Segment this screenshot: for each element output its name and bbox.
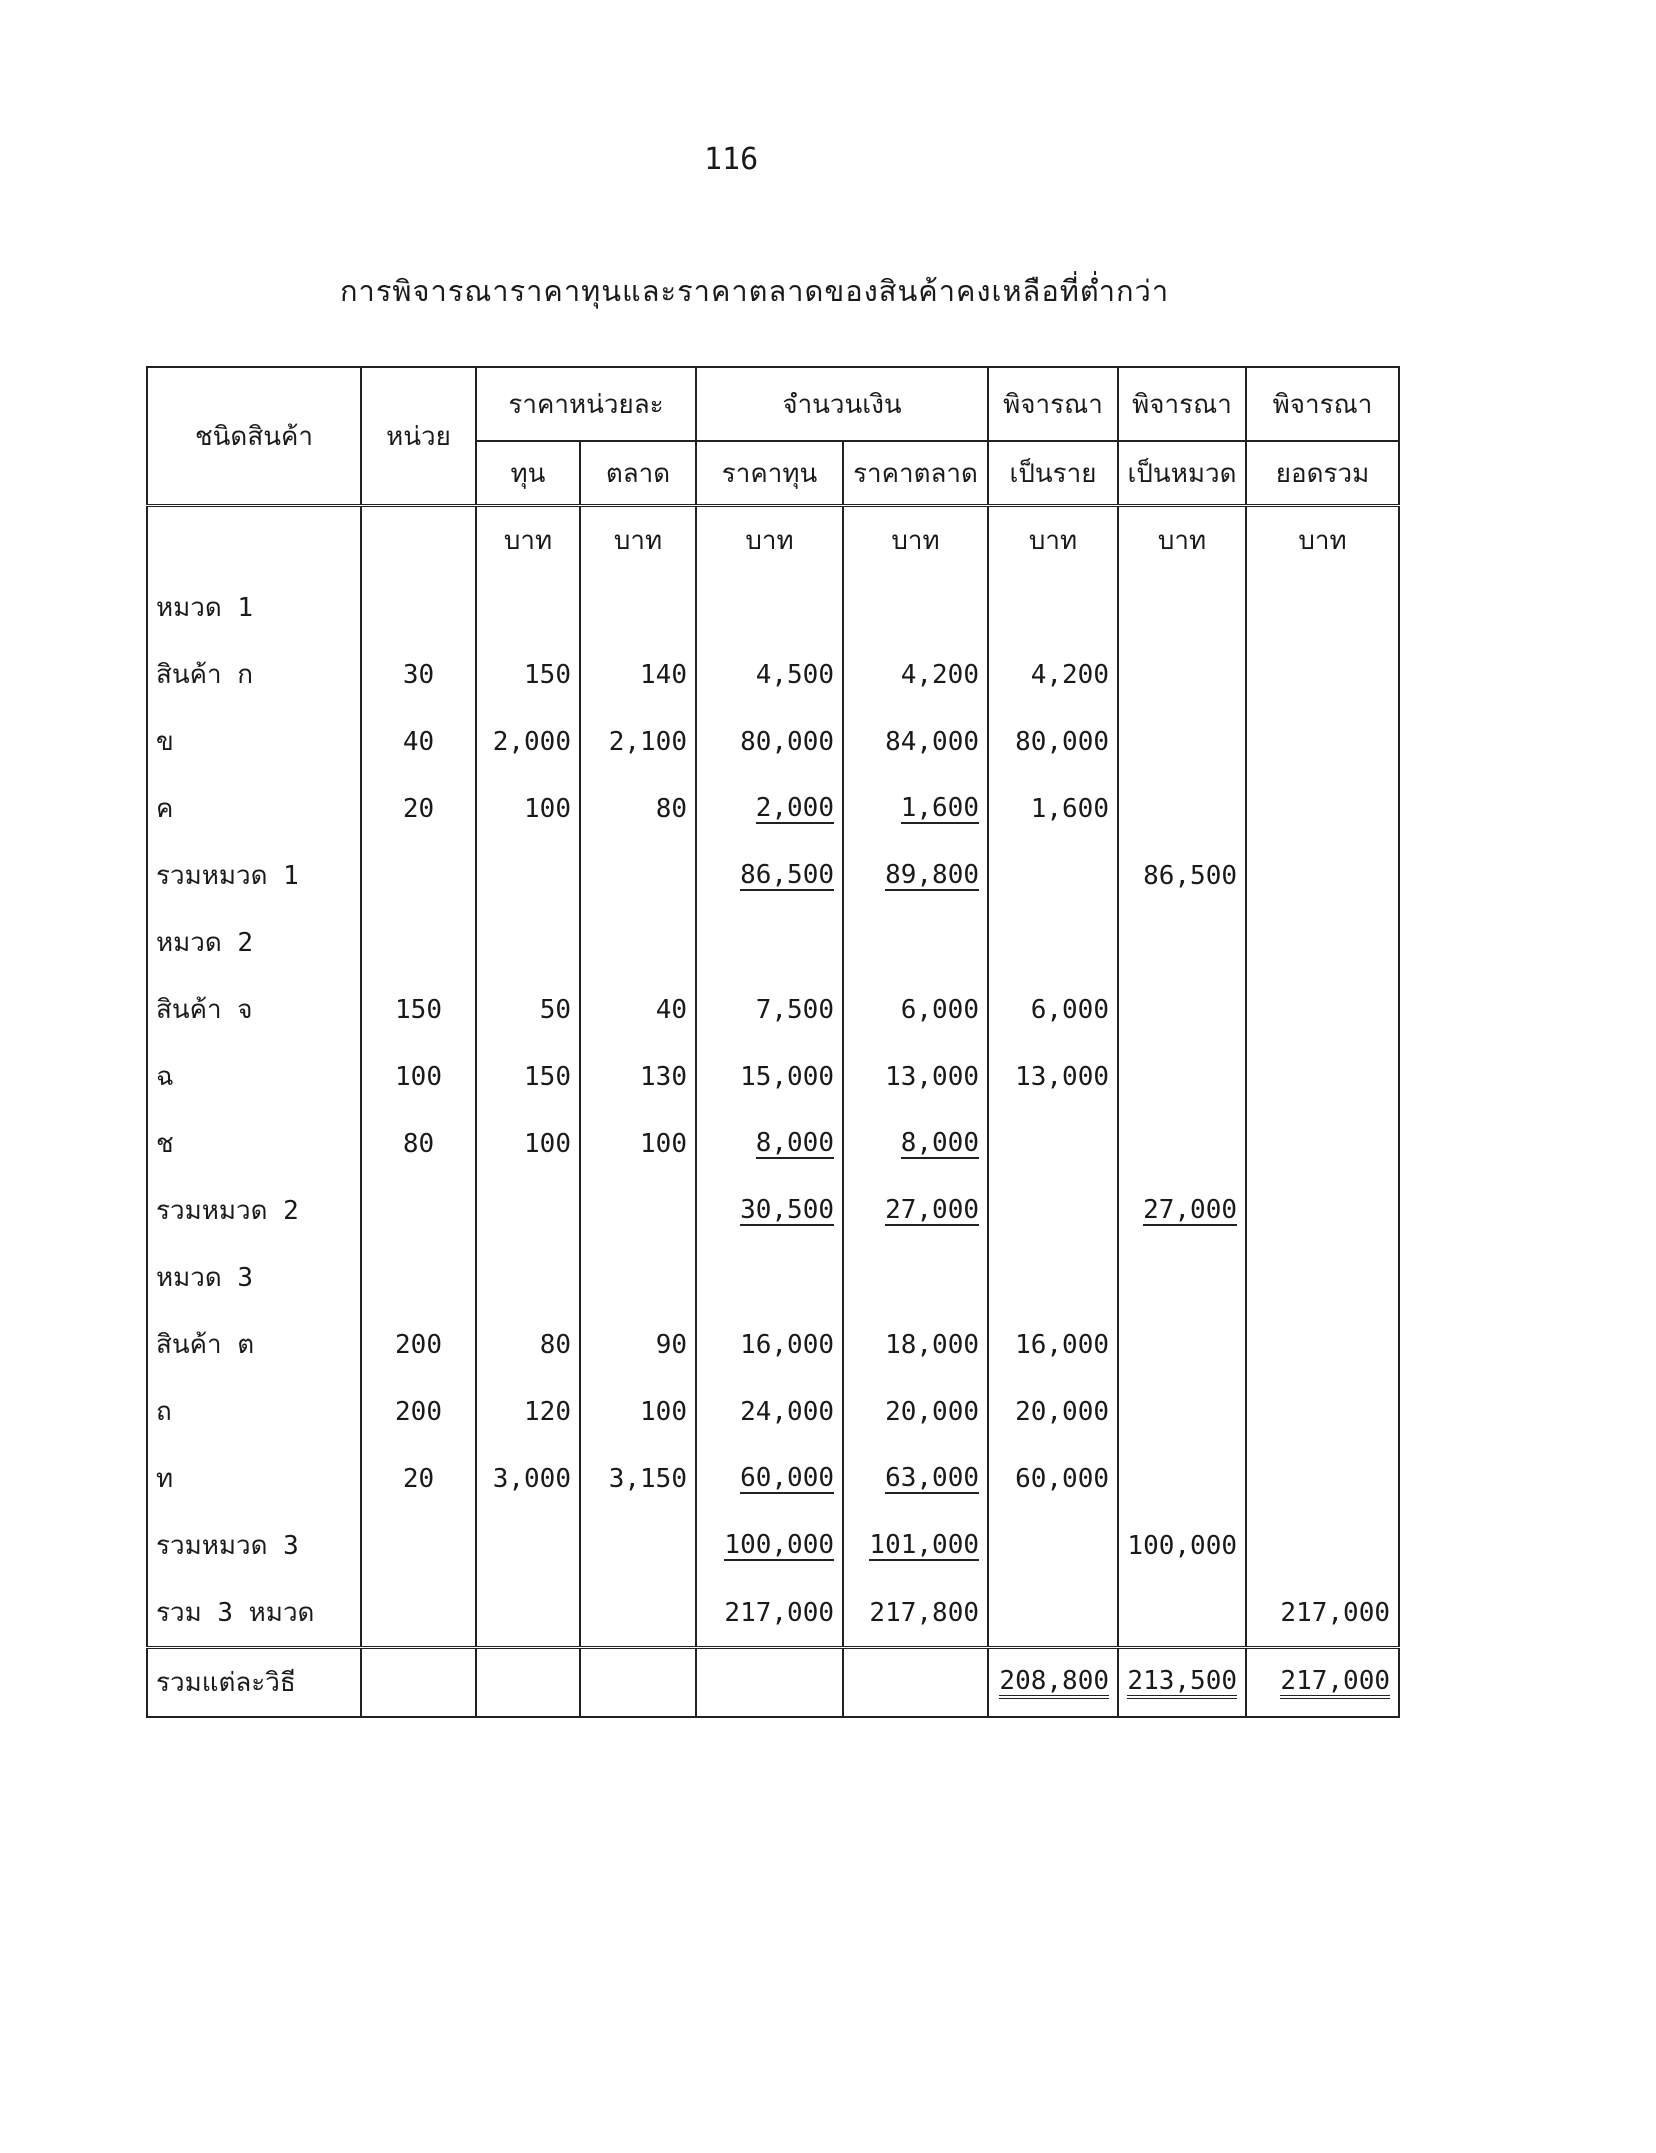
empty-cell: [580, 1648, 696, 1718]
empty-cell: [843, 909, 988, 976]
empty-cell: [1246, 909, 1399, 976]
cell-label: รวมหมวด 3: [156, 1531, 299, 1561]
header-item: ชนิดสินค้า: [147, 367, 361, 506]
cell-amt-cost: 86,500: [740, 859, 834, 890]
cell-amt-market: 27,000: [885, 1194, 979, 1225]
empty-cell: [988, 1177, 1118, 1244]
cell-label: รวมหมวด 2: [156, 1196, 299, 1226]
table-title: การพิจารณาราคาทุนและราคาตลาดของสินค้าคงเหลือที่ต่ำกว่า: [340, 274, 1170, 308]
cell-label: ข: [156, 727, 174, 757]
empty-cell: [1118, 1311, 1246, 1378]
empty-cell: [361, 842, 476, 909]
currency-label: บาท: [988, 506, 1118, 575]
cell-market: 100: [640, 1396, 687, 1427]
cell-label: รวม 3 หมวด: [156, 1598, 315, 1628]
cell-amt-market: 8,000: [900, 1127, 979, 1158]
cell-by-item: 4,200: [1030, 659, 1109, 690]
cell-by-group: 86,500: [1143, 860, 1237, 891]
currency-label: บาท: [843, 506, 988, 575]
cell-amt-market: 63,000: [885, 1462, 979, 1493]
empty-cell: [988, 574, 1118, 641]
cell-by-total: 217,000: [1280, 1597, 1390, 1628]
cell-amt-market: 217,800: [869, 1597, 979, 1628]
cell-amt-cost: 100,000: [724, 1529, 834, 1560]
cell-market: 80: [655, 793, 687, 824]
cell-units: 80: [402, 1128, 435, 1159]
empty-cell: [361, 1244, 476, 1311]
table-header: [147, 367, 1399, 506]
empty-cell: [361, 1579, 476, 1648]
empty-cell: [843, 1244, 988, 1311]
cell-label: ค: [156, 794, 174, 824]
cell-amt-market: 18,000: [885, 1329, 979, 1360]
header-by-group: พิจารณา: [1118, 367, 1246, 441]
header-amount: จำนวนเงิน: [696, 367, 988, 441]
cell-label: หมวด 3: [156, 1263, 254, 1293]
empty-cell: [1246, 1311, 1399, 1378]
empty-cell: [1118, 708, 1246, 775]
table-row: [147, 708, 1399, 775]
cell-by-item: 20,000: [1015, 1396, 1109, 1427]
cell-by-item: 16,000: [1015, 1329, 1109, 1360]
empty-cell: [476, 909, 580, 976]
cell-cost: 2,000: [492, 726, 571, 757]
cell-amt-cost: 30,500: [740, 1194, 834, 1225]
empty-cell: [361, 1512, 476, 1579]
empty-cell: [580, 574, 696, 641]
header-by-group-sub: เป็นหมวด: [1118, 441, 1246, 506]
currency-row: [147, 506, 1399, 575]
empty-cell: [1118, 1579, 1246, 1648]
cell-market: 2,100: [608, 726, 687, 757]
cell-label: ช: [156, 1129, 174, 1159]
cell-amt-cost: 16,000: [740, 1329, 834, 1360]
cell-amt-market: 1,600: [900, 792, 979, 823]
empty-cell: [1246, 1177, 1399, 1244]
cell-amt-cost: 217,000: [724, 1597, 834, 1628]
empty-cell: [696, 1244, 843, 1311]
cell-market: 90: [655, 1329, 687, 1360]
table-row: [147, 1177, 1399, 1244]
cell-units: 200: [395, 1329, 442, 1360]
header-by-item-sub: เป็นราย: [988, 441, 1118, 506]
cell-cost: 80: [539, 1329, 571, 1360]
cell-amt-cost: 7,500: [755, 994, 834, 1025]
cell-label: รวมหมวด 1: [156, 861, 299, 891]
empty-cell: [988, 1244, 1118, 1311]
cell-amt-market: 89,800: [885, 859, 979, 890]
cell-cost: 150: [524, 1061, 571, 1092]
empty-cell: [1246, 1244, 1399, 1311]
cell-cost: 120: [524, 1396, 571, 1427]
cell-amt-cost: 8,000: [755, 1127, 834, 1158]
cell-units: 30: [402, 659, 435, 690]
cell-by-item: 6,000: [1030, 994, 1109, 1025]
table-row: [147, 1311, 1399, 1378]
cell-cost: 50: [539, 994, 571, 1025]
cell-cost: 100: [524, 793, 571, 824]
table-row: [147, 1512, 1399, 1579]
empty-cell: [1118, 574, 1246, 641]
empty-cell: [1118, 1445, 1246, 1512]
cell-amt-market: 101,000: [869, 1529, 979, 1560]
table-row: [147, 842, 1399, 909]
empty-cell: [843, 1648, 988, 1718]
cell-market: 3,150: [608, 1463, 687, 1494]
empty-cell: [580, 1512, 696, 1579]
cell-amt-cost: 15,000: [740, 1061, 834, 1092]
empty-cell: [1118, 976, 1246, 1043]
cell-market: 100: [640, 1128, 687, 1159]
cell-units: 150: [395, 994, 442, 1025]
cell-amt-market: 13,000: [885, 1061, 979, 1092]
empty-cell: [476, 1579, 580, 1648]
empty-cell: [361, 909, 476, 976]
empty-cell: [476, 1177, 580, 1244]
currency-label: บาท: [696, 506, 843, 575]
header-units: หน่วย: [361, 367, 476, 506]
cell-label: ถ: [156, 1397, 172, 1427]
empty-cell: [1246, 1445, 1399, 1512]
table-row: [147, 775, 1399, 842]
cell-amt-cost: 24,000: [740, 1396, 834, 1427]
empty-cell: [476, 574, 580, 641]
empty-cell: [1246, 708, 1399, 775]
empty-cell: [1246, 574, 1399, 641]
empty-cell: [988, 909, 1118, 976]
table-row: [147, 1043, 1399, 1110]
empty-cell: [988, 1110, 1118, 1177]
empty-cell: [1246, 842, 1399, 909]
empty-cell: [696, 909, 843, 976]
empty-cell: [476, 1244, 580, 1311]
cell-cost: 150: [524, 659, 571, 690]
inventory-valuation-table: [146, 366, 1400, 1718]
cell-label: หมวด 2: [156, 928, 254, 958]
empty-cell: [988, 1512, 1118, 1579]
cell-amt-cost: 2,000: [755, 792, 834, 823]
empty-cell: [696, 574, 843, 641]
empty-cell: [1246, 976, 1399, 1043]
empty-cell: [476, 1512, 580, 1579]
currency-label: บาท: [580, 506, 696, 575]
cell-units: 20: [402, 793, 435, 824]
empty-cell: [843, 574, 988, 641]
cell-label: หมวด 1: [156, 593, 254, 623]
empty-cell: [580, 1244, 696, 1311]
empty-cell: [361, 574, 476, 641]
cell-cost: 100: [524, 1128, 571, 1159]
empty-cell: [361, 1177, 476, 1244]
empty-cell: [1118, 1110, 1246, 1177]
empty-cell: [1118, 775, 1246, 842]
empty-cell: [1246, 775, 1399, 842]
empty-cell: [1118, 1244, 1246, 1311]
empty-cell: [1246, 641, 1399, 708]
header-amount-cost: ราคาทุน: [696, 441, 843, 506]
header-by-total: พิจารณา: [1246, 367, 1399, 441]
empty-cell: [1118, 1378, 1246, 1445]
cell-amt-cost: 80,000: [740, 726, 834, 757]
cell-by-total: 217,000: [1280, 1667, 1390, 1700]
table-row: [147, 1378, 1399, 1445]
currency-label: บาท: [1246, 506, 1399, 575]
empty-cell: [1118, 1043, 1246, 1110]
empty-cell: [696, 1648, 843, 1718]
table-row: [147, 1579, 1399, 1648]
cell-by-group: 100,000: [1127, 1530, 1237, 1561]
cell-amt-cost: 4,500: [755, 659, 834, 690]
cell-cost: 3,000: [492, 1463, 571, 1494]
header-amount-market: ราคาตลาด: [843, 441, 988, 506]
empty-cell: [361, 1648, 476, 1718]
page-number: 116: [704, 142, 759, 177]
header-unit-price: ราคาหน่วยละ: [476, 367, 696, 441]
header-unit-market: ตลาด: [580, 441, 696, 506]
table-body: [147, 506, 1399, 1718]
empty-cell: [476, 842, 580, 909]
cell-market: 140: [640, 659, 687, 690]
empty-cell: [580, 1177, 696, 1244]
cell-units: 20: [402, 1463, 435, 1494]
table-row: [147, 1110, 1399, 1177]
empty-cell: [1246, 1043, 1399, 1110]
cell-by-item: 1,600: [1030, 793, 1109, 824]
cell-by-item: 60,000: [1015, 1463, 1109, 1494]
cell-label: สินค้า จ: [156, 995, 253, 1025]
table-row: [147, 1648, 1399, 1718]
cell-amt-market: 20,000: [885, 1396, 979, 1427]
cell-market: 40: [655, 994, 687, 1025]
cell-units: 200: [395, 1396, 442, 1427]
cell-by-group: 27,000: [1143, 1194, 1237, 1225]
cell-amt-market: 6,000: [900, 994, 979, 1025]
cell-units: 40: [402, 726, 435, 757]
currency-label: บาท: [1118, 506, 1246, 575]
cell-label: สินค้า ก: [156, 660, 254, 690]
cell-label: รวมแต่ละวิธี: [156, 1668, 296, 1698]
currency-label: บาท: [476, 506, 580, 575]
cell-amt-cost: 60,000: [740, 1462, 834, 1493]
header-by-item: พิจารณา: [988, 367, 1118, 441]
cell-amt-market: 4,200: [900, 659, 979, 690]
cell-amt-market: 84,000: [885, 726, 979, 757]
table-row: [147, 574, 1399, 641]
empty-cell: [988, 842, 1118, 909]
cell-by-item: 80,000: [1015, 726, 1109, 757]
empty-cell: [580, 842, 696, 909]
empty-cell: [988, 1579, 1118, 1648]
empty-cell: [1246, 1512, 1399, 1579]
table-row: [147, 976, 1399, 1043]
cell-label: ฉ: [156, 1062, 174, 1092]
header-unit-cost: ทุน: [476, 441, 580, 506]
table-row: [147, 909, 1399, 976]
header-by-total-sub: ยอดรวม: [1246, 441, 1399, 506]
empty-cell: [580, 1579, 696, 1648]
table-row: [147, 1445, 1399, 1512]
empty-cell: [476, 1648, 580, 1718]
table-row: [147, 1244, 1399, 1311]
empty-cell: [1246, 1378, 1399, 1445]
cell-market: 130: [640, 1061, 687, 1092]
cell-by-group: 213,500: [1127, 1667, 1237, 1700]
cell-by-item: 208,800: [999, 1667, 1109, 1700]
empty-cell: [1118, 641, 1246, 708]
empty-cell: [1118, 909, 1246, 976]
empty-cell: [580, 909, 696, 976]
cell-units: 100: [395, 1061, 442, 1092]
cell-by-item: 13,000: [1015, 1061, 1109, 1092]
table-row: [147, 641, 1399, 708]
cell-label: ท: [156, 1464, 174, 1494]
cell-label: สินค้า ต: [156, 1330, 255, 1360]
empty-cell: [1246, 1110, 1399, 1177]
